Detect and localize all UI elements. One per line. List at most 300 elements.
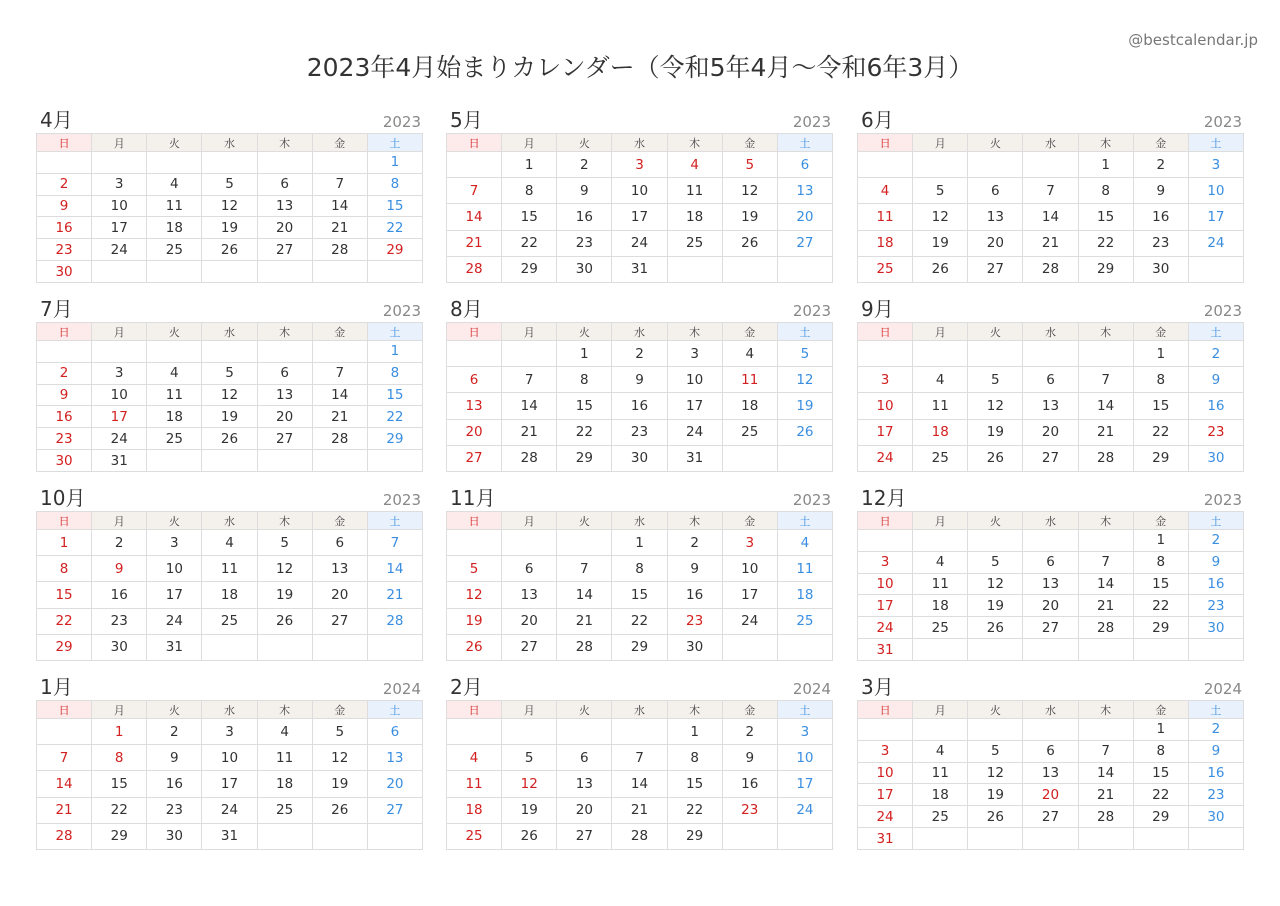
day-cell: 15 xyxy=(1134,574,1189,596)
day-cell: 27 xyxy=(368,798,423,824)
day-cell: 22 xyxy=(612,609,667,635)
day-cell: 12 xyxy=(447,582,502,608)
month-year: 2023 xyxy=(792,113,831,131)
weekday-header: 日 xyxy=(858,134,913,152)
weekday-header: 火 xyxy=(147,701,202,719)
day-cell: 4 xyxy=(668,152,723,178)
day-cell: 20 xyxy=(258,217,313,239)
week-row xyxy=(447,530,833,556)
day-cell: 27 xyxy=(1023,617,1078,639)
day-cell: 9 xyxy=(92,556,147,582)
day-cell: 10 xyxy=(723,556,778,582)
weekday-header: 水 xyxy=(612,701,667,719)
day-cell: 16 xyxy=(37,406,92,428)
empty-cell xyxy=(92,261,147,283)
day-cell: 28 xyxy=(557,635,612,661)
week-row xyxy=(37,428,423,450)
day-cell: 28 xyxy=(1023,257,1078,283)
weekday-header: 月 xyxy=(92,701,147,719)
week-row xyxy=(858,828,1244,850)
day-cell: 7 xyxy=(368,530,423,556)
day-cell: 24 xyxy=(858,617,913,639)
day-cell: 28 xyxy=(313,428,368,450)
weekday-header: 金 xyxy=(313,134,368,152)
empty-cell xyxy=(447,341,502,367)
weekday-header: 火 xyxy=(147,323,202,341)
empty-cell xyxy=(913,530,968,552)
month-grid xyxy=(446,322,833,472)
weekday-header: 火 xyxy=(968,323,1023,341)
empty-cell xyxy=(92,341,147,363)
day-cell: 21 xyxy=(1023,231,1078,257)
day-cell: 9 xyxy=(1189,367,1244,393)
site-credit: @bestcalendar.jp xyxy=(1128,31,1258,49)
empty-cell xyxy=(447,530,502,556)
day-cell: 3 xyxy=(612,152,667,178)
day-cell: 14 xyxy=(612,771,667,797)
day-cell: 11 xyxy=(858,204,913,230)
weekday-header: 木 xyxy=(668,323,723,341)
day-cell: 7 xyxy=(557,556,612,582)
day-cell: 1 xyxy=(1079,152,1134,178)
day-cell: 8 xyxy=(1134,367,1189,393)
month-grid xyxy=(857,322,1244,472)
day-cell: 20 xyxy=(313,582,368,608)
empty-cell xyxy=(778,635,833,661)
month-header xyxy=(857,485,1244,511)
week-row xyxy=(858,574,1244,596)
day-cell: 26 xyxy=(778,420,833,446)
day-cell: 2 xyxy=(1134,152,1189,178)
day-cell: 15 xyxy=(1134,763,1189,785)
day-cell: 18 xyxy=(668,204,723,230)
day-cell: 29 xyxy=(37,635,92,661)
day-cell: 29 xyxy=(502,257,557,283)
empty-cell xyxy=(1079,719,1134,741)
weekday-header: 火 xyxy=(557,512,612,530)
day-cell: 2 xyxy=(1189,719,1244,741)
weekday-header: 水 xyxy=(1023,323,1078,341)
empty-cell xyxy=(1079,341,1134,367)
day-cell: 14 xyxy=(37,771,92,797)
day-cell: 31 xyxy=(147,635,202,661)
weekday-header: 月 xyxy=(913,701,968,719)
day-cell: 17 xyxy=(92,406,147,428)
month-header xyxy=(36,485,423,511)
weekday-header: 月 xyxy=(502,701,557,719)
day-cell: 11 xyxy=(147,385,202,407)
weekday-header: 土 xyxy=(1189,512,1244,530)
day-cell: 13 xyxy=(1023,393,1078,419)
month-block xyxy=(857,674,1244,850)
day-cell: 18 xyxy=(913,784,968,806)
weekday-header: 木 xyxy=(668,512,723,530)
day-cell: 6 xyxy=(368,719,423,745)
empty-cell xyxy=(913,341,968,367)
empty-cell xyxy=(447,719,502,745)
empty-cell xyxy=(1023,530,1078,552)
day-cell: 17 xyxy=(778,771,833,797)
day-cell: 23 xyxy=(37,239,92,261)
week-row xyxy=(858,152,1244,178)
day-cell: 29 xyxy=(612,635,667,661)
day-cell: 17 xyxy=(858,784,913,806)
day-cell: 10 xyxy=(858,574,913,596)
day-cell: 19 xyxy=(258,582,313,608)
day-cell: 6 xyxy=(1023,552,1078,574)
month-name: 3月 xyxy=(861,675,894,699)
week-row xyxy=(447,635,833,661)
day-cell: 17 xyxy=(723,582,778,608)
empty-cell xyxy=(368,261,423,283)
day-cell: 27 xyxy=(313,609,368,635)
day-cell: 26 xyxy=(913,257,968,283)
day-cell: 29 xyxy=(1134,806,1189,828)
day-cell: 5 xyxy=(258,530,313,556)
week-row xyxy=(37,217,423,239)
empty-cell xyxy=(447,152,502,178)
day-cell: 25 xyxy=(913,446,968,472)
empty-cell xyxy=(1079,530,1134,552)
weekday-header: 水 xyxy=(1023,134,1078,152)
week-row xyxy=(447,556,833,582)
week-row xyxy=(37,450,423,472)
day-cell: 24 xyxy=(147,609,202,635)
weekday-header-row xyxy=(447,512,833,530)
day-cell: 27 xyxy=(258,239,313,261)
day-cell: 5 xyxy=(778,341,833,367)
month-block xyxy=(446,485,833,661)
day-cell: 10 xyxy=(202,745,257,771)
week-row xyxy=(37,824,423,850)
day-cell: 9 xyxy=(723,745,778,771)
week-row xyxy=(37,406,423,428)
month-year: 2023 xyxy=(1203,302,1242,320)
day-cell: 18 xyxy=(913,595,968,617)
day-cell: 30 xyxy=(557,257,612,283)
weekday-header: 月 xyxy=(913,323,968,341)
month-name: 12月 xyxy=(861,486,907,510)
day-cell: 8 xyxy=(557,367,612,393)
day-cell: 5 xyxy=(447,556,502,582)
day-cell: 20 xyxy=(258,406,313,428)
day-cell: 19 xyxy=(202,217,257,239)
month-block xyxy=(857,485,1244,661)
day-cell: 13 xyxy=(778,178,833,204)
day-cell: 27 xyxy=(1023,806,1078,828)
week-row xyxy=(37,363,423,385)
day-cell: 15 xyxy=(612,582,667,608)
weekday-header: 水 xyxy=(612,323,667,341)
day-cell: 28 xyxy=(37,824,92,850)
weekday-header: 火 xyxy=(968,134,1023,152)
day-cell: 4 xyxy=(147,174,202,196)
weekday-header: 火 xyxy=(968,512,1023,530)
day-cell: 18 xyxy=(778,582,833,608)
day-cell: 9 xyxy=(1189,552,1244,574)
day-cell: 6 xyxy=(968,178,1023,204)
empty-cell xyxy=(968,828,1023,850)
day-cell: 7 xyxy=(1079,552,1134,574)
day-cell: 12 xyxy=(913,204,968,230)
empty-cell xyxy=(858,719,913,741)
month-header xyxy=(36,674,423,700)
empty-cell xyxy=(1023,719,1078,741)
weekday-header: 金 xyxy=(313,512,368,530)
day-cell: 8 xyxy=(92,745,147,771)
day-cell: 29 xyxy=(668,824,723,850)
day-cell: 30 xyxy=(668,635,723,661)
week-row xyxy=(447,231,833,257)
day-cell: 10 xyxy=(1189,178,1244,204)
week-row xyxy=(447,152,833,178)
empty-cell xyxy=(858,530,913,552)
day-cell: 19 xyxy=(447,609,502,635)
day-cell: 18 xyxy=(202,582,257,608)
day-cell: 28 xyxy=(368,609,423,635)
empty-cell xyxy=(1189,639,1244,661)
empty-cell xyxy=(968,152,1023,178)
weekday-header: 日 xyxy=(858,512,913,530)
empty-cell xyxy=(313,824,368,850)
weekday-header: 日 xyxy=(37,134,92,152)
weekday-header: 木 xyxy=(258,512,313,530)
day-cell: 10 xyxy=(147,556,202,582)
day-cell: 18 xyxy=(147,406,202,428)
day-cell: 22 xyxy=(1134,784,1189,806)
week-row xyxy=(37,719,423,745)
weekday-header: 日 xyxy=(37,701,92,719)
day-cell: 23 xyxy=(1134,231,1189,257)
day-cell: 7 xyxy=(1023,178,1078,204)
week-row xyxy=(37,385,423,407)
month-name: 2月 xyxy=(450,675,483,699)
day-cell: 3 xyxy=(668,341,723,367)
day-cell: 19 xyxy=(202,406,257,428)
day-cell: 8 xyxy=(37,556,92,582)
month-header xyxy=(857,296,1244,322)
day-cell: 11 xyxy=(723,367,778,393)
day-cell: 14 xyxy=(1023,204,1078,230)
weekday-header: 月 xyxy=(502,512,557,530)
day-cell: 14 xyxy=(447,204,502,230)
day-cell: 12 xyxy=(313,745,368,771)
weekday-header: 月 xyxy=(913,512,968,530)
day-cell: 11 xyxy=(913,393,968,419)
day-cell: 15 xyxy=(368,385,423,407)
day-cell: 28 xyxy=(1079,446,1134,472)
day-cell: 24 xyxy=(612,231,667,257)
week-row xyxy=(37,745,423,771)
day-cell: 14 xyxy=(313,385,368,407)
day-cell: 15 xyxy=(1134,393,1189,419)
day-cell: 18 xyxy=(723,393,778,419)
empty-cell xyxy=(913,639,968,661)
day-cell: 27 xyxy=(502,635,557,661)
day-cell: 26 xyxy=(447,635,502,661)
day-cell: 28 xyxy=(502,446,557,472)
empty-cell xyxy=(612,719,667,745)
day-cell: 28 xyxy=(447,257,502,283)
empty-cell xyxy=(723,635,778,661)
empty-cell xyxy=(502,530,557,556)
week-row xyxy=(858,617,1244,639)
week-row xyxy=(447,771,833,797)
day-cell: 25 xyxy=(258,798,313,824)
day-cell: 9 xyxy=(557,178,612,204)
weekday-header: 月 xyxy=(502,323,557,341)
empty-cell xyxy=(147,341,202,363)
weekday-header: 木 xyxy=(668,134,723,152)
day-cell: 22 xyxy=(92,798,147,824)
day-cell: 9 xyxy=(37,196,92,218)
day-cell: 27 xyxy=(447,446,502,472)
weekday-header: 土 xyxy=(778,512,833,530)
month-header xyxy=(446,107,833,133)
empty-cell xyxy=(557,719,612,745)
day-cell: 21 xyxy=(313,217,368,239)
month-block xyxy=(857,107,1244,283)
week-row xyxy=(37,635,423,661)
month-header xyxy=(857,674,1244,700)
empty-cell xyxy=(1079,828,1134,850)
week-row xyxy=(447,745,833,771)
empty-cell xyxy=(1134,828,1189,850)
empty-cell xyxy=(202,341,257,363)
day-cell: 9 xyxy=(1189,741,1244,763)
day-cell: 3 xyxy=(858,552,913,574)
weekday-header: 日 xyxy=(447,512,502,530)
weekday-header-row xyxy=(858,134,1244,152)
day-cell: 5 xyxy=(968,552,1023,574)
empty-cell xyxy=(258,635,313,661)
day-cell: 23 xyxy=(612,420,667,446)
empty-cell xyxy=(37,341,92,363)
week-row xyxy=(447,257,833,283)
day-cell: 12 xyxy=(968,393,1023,419)
day-cell: 1 xyxy=(1134,719,1189,741)
day-cell: 6 xyxy=(557,745,612,771)
day-cell: 17 xyxy=(147,582,202,608)
day-cell: 4 xyxy=(258,719,313,745)
day-cell: 29 xyxy=(92,824,147,850)
weekday-header: 日 xyxy=(447,323,502,341)
day-cell: 8 xyxy=(368,174,423,196)
weekday-header-row xyxy=(447,134,833,152)
day-cell: 17 xyxy=(668,393,723,419)
week-row xyxy=(858,446,1244,472)
day-cell: 25 xyxy=(778,609,833,635)
day-cell: 16 xyxy=(1134,204,1189,230)
week-row xyxy=(37,798,423,824)
week-row xyxy=(858,178,1244,204)
day-cell: 23 xyxy=(557,231,612,257)
day-cell: 13 xyxy=(968,204,1023,230)
week-row xyxy=(858,231,1244,257)
weekday-header: 土 xyxy=(368,134,423,152)
weekday-header: 水 xyxy=(612,512,667,530)
empty-cell xyxy=(92,152,147,174)
month-header xyxy=(446,485,833,511)
month-year: 2023 xyxy=(1203,113,1242,131)
day-cell: 14 xyxy=(1079,393,1134,419)
day-cell: 25 xyxy=(913,617,968,639)
day-cell: 20 xyxy=(1023,595,1078,617)
day-cell: 18 xyxy=(147,217,202,239)
day-cell: 26 xyxy=(258,609,313,635)
day-cell: 31 xyxy=(668,446,723,472)
day-cell: 11 xyxy=(258,745,313,771)
day-cell: 12 xyxy=(968,574,1023,596)
week-row xyxy=(37,609,423,635)
empty-cell xyxy=(313,152,368,174)
day-cell: 17 xyxy=(1189,204,1244,230)
day-cell: 26 xyxy=(202,239,257,261)
weekday-header: 月 xyxy=(502,134,557,152)
week-row xyxy=(37,239,423,261)
day-cell: 22 xyxy=(557,420,612,446)
day-cell: 20 xyxy=(368,771,423,797)
day-cell: 26 xyxy=(723,231,778,257)
empty-cell xyxy=(147,450,202,472)
month-year: 2023 xyxy=(382,491,421,509)
day-cell: 13 xyxy=(368,745,423,771)
day-cell: 27 xyxy=(778,231,833,257)
day-cell: 20 xyxy=(447,420,502,446)
month-grid xyxy=(36,511,423,661)
weekday-header: 月 xyxy=(92,134,147,152)
month-year: 2023 xyxy=(1203,491,1242,509)
empty-cell xyxy=(202,450,257,472)
month-name: 8月 xyxy=(450,297,483,321)
day-cell: 5 xyxy=(723,152,778,178)
day-cell: 12 xyxy=(968,763,1023,785)
day-cell: 6 xyxy=(258,174,313,196)
day-cell: 23 xyxy=(723,798,778,824)
day-cell: 3 xyxy=(202,719,257,745)
day-cell: 14 xyxy=(313,196,368,218)
weekday-header: 土 xyxy=(778,323,833,341)
empty-cell xyxy=(778,824,833,850)
day-cell: 2 xyxy=(92,530,147,556)
day-cell: 4 xyxy=(858,178,913,204)
day-cell: 16 xyxy=(1189,393,1244,419)
day-cell: 29 xyxy=(368,239,423,261)
day-cell: 21 xyxy=(1079,784,1134,806)
empty-cell xyxy=(968,530,1023,552)
day-cell: 4 xyxy=(202,530,257,556)
empty-cell xyxy=(1079,639,1134,661)
empty-cell xyxy=(723,446,778,472)
weekday-header: 土 xyxy=(368,701,423,719)
day-cell: 16 xyxy=(92,582,147,608)
day-cell: 29 xyxy=(1134,617,1189,639)
weekday-header: 土 xyxy=(368,323,423,341)
weekday-header: 土 xyxy=(1189,323,1244,341)
day-cell: 30 xyxy=(1189,446,1244,472)
day-cell: 16 xyxy=(1189,574,1244,596)
day-cell: 22 xyxy=(37,609,92,635)
month-block xyxy=(857,296,1244,472)
day-cell: 24 xyxy=(723,609,778,635)
day-cell: 12 xyxy=(202,196,257,218)
weekday-header-row xyxy=(858,512,1244,530)
weekday-header: 水 xyxy=(612,134,667,152)
week-row xyxy=(858,367,1244,393)
day-cell: 16 xyxy=(37,217,92,239)
month-block xyxy=(446,296,833,472)
empty-cell xyxy=(1189,257,1244,283)
